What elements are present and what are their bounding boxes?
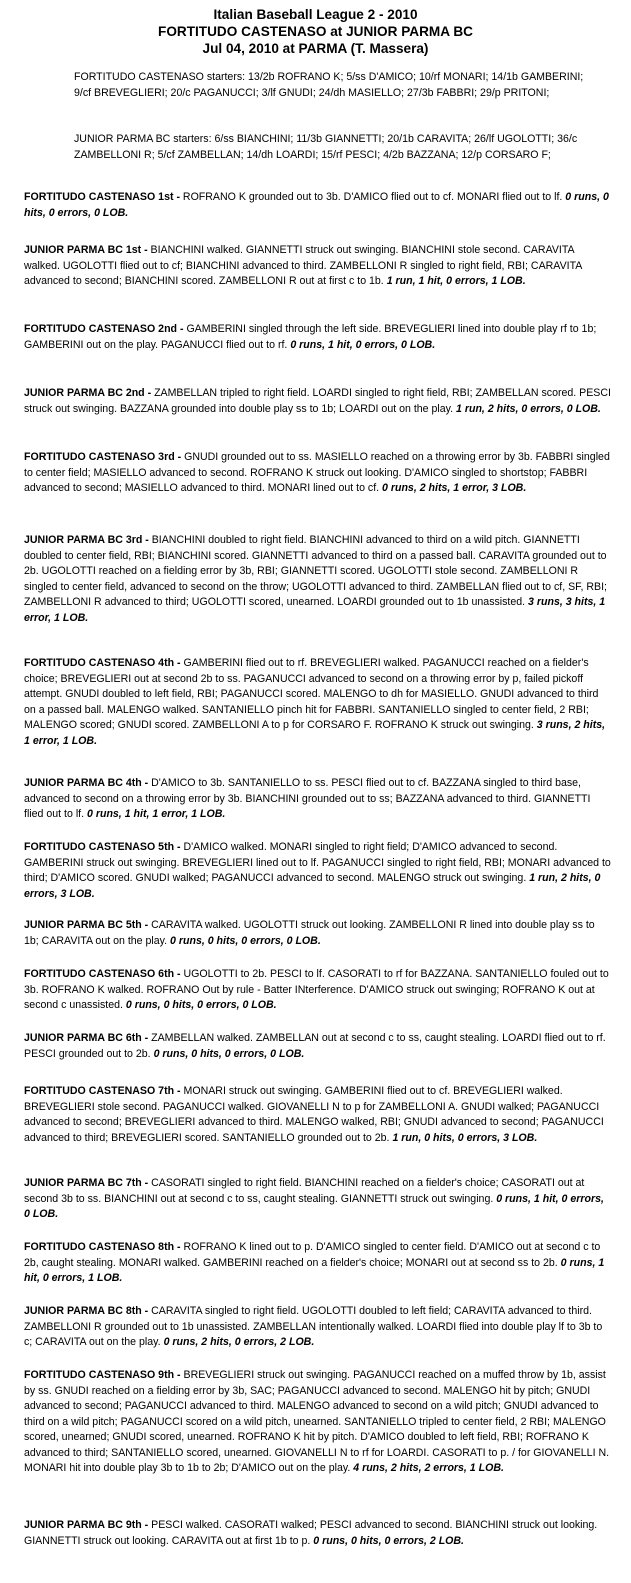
inning-paragraph xyxy=(24,386,612,417)
inning-paragraph xyxy=(24,533,612,626)
inning-play-text: ROFRANO K grounded out to 3b. D'AMICO flied out to cf. MONARI flied out to lf. xyxy=(179,191,566,203)
inning-summary: 1 run, 1 hit, 0 errors, 1 LOB. xyxy=(386,275,526,287)
inning-play-text: BREVEGLIERI struck out swinging. PAGANUCCI reached on a muffed throw by 1b, assist by ss. GNUDI reached on a fielding error by 3b, SAC; PAGANUCCI advanced to second. MALENGO hit by pitch; GNUDI advanced to second; PAGANUCCI advanced to third. MALENGO advanced to second on a wild pitch; GNUDI advanced to third on a wild pitch; PAGANUCCI scored on a wild pitch, unearned. SANTANIELLO tripled to center field, 2 RBI; MALENGO scored, unearned; GNUDI scored, unearned. ROFRANO K hit by pitch. D'AMICO doubled to left field, RBI; ROFRANO K advanced to third; SANTANIELLO scored, unearned. GIOVANELLI N to rf for LOARDI. CASORATI to p. / for GIOVANELLI N. MONARI hit into double play 3b to 1b to 2b; D'AMICO out on the play. xyxy=(24,1369,610,1474)
inning-paragraph xyxy=(24,450,612,497)
inning-label: JUNIOR PARMA BC 9th - xyxy=(24,1519,149,1531)
inning-play-text: GNUDI grounded out to ss. MASIELLO reached on a throwing error by 3b. FABBRI singled to center field; MASIELLO advanced to second. ROFRANO K struck out looking. D'AMICO singled to shortstop; FABBRI advanced to second; MASIELLO advanced to third. MONARI lined out to cf. xyxy=(24,451,610,494)
inning-paragraph xyxy=(24,190,612,221)
inning-play-text: MONARI struck out swinging. GAMBERINI flied out to cf. BREVEGLIERI walked. BREVEGLIERI stole second. PAGANUCCI walked. GIOVANELLI N to p for ZAMBELLONI A. GNUDI walked; PAGANUCCI advanced to second; BREVEGLIERI advanced to third. MALENGO walked, RBI; GNUDI advanced to second; PAGANUCCI advanced to third; BREVEGLIERI scored. SANTANIELLO grounded out to 2b. xyxy=(24,1085,604,1144)
inning-play-text: ZAMBELLAN tripled to right field. LOARDI singled to right field, RBI; ZAMBELLAN scored. PESCI struck out swinging. BAZZANA grounded into double play ss to 1b; LOARDI out on the play. xyxy=(24,387,611,415)
league-title: Italian Baseball League 2 - 2010 xyxy=(213,7,418,22)
inning-summary: 1 run, 2 hits, 0 errors, 3 LOB. xyxy=(24,872,601,900)
inning-play-text: ZAMBELLAN walked. ZAMBELLAN out at second c to ss, caught stealing. LOARDI flied out to rf. PESCI grounded out to 2b. xyxy=(24,1032,606,1060)
inning-paragraph xyxy=(24,918,612,949)
inning-paragraph xyxy=(24,322,612,353)
inning-summary: 0 runs, 1 hit, 0 errors, 1 LOB. xyxy=(24,1256,605,1284)
inning-summary: 1 run, 2 hits, 0 errors, 0 LOB. xyxy=(456,402,601,415)
inning-play-text: PESCI walked. CASORATI walked; PESCI advanced to second. BIANCHINI struck out looking. GIANNETTI struck out looking. CARAVITA out at first 1b to p. xyxy=(24,1519,598,1547)
inning-paragraph xyxy=(24,1304,612,1351)
inning-label: JUNIOR PARMA BC 4th - xyxy=(24,777,149,789)
inning-paragraph xyxy=(24,776,612,823)
inning-paragraph xyxy=(24,1518,612,1549)
inning-play-text: ROFRANO K lined out to p. D'AMICO singled to center field. D'AMICO out at second c to 2b, caught stealing. MONARI walked. GAMBERINI reached on a fielder's choice; MONARI out at second ss to 2b. xyxy=(24,1241,601,1269)
inning-label: FORTITUDO CASTENASO 7th - xyxy=(24,1085,181,1097)
inning-play-text: CARAVITA walked. UGOLOTTI struck out looking. ZAMBELLONI R lined into double play ss to 1b; CARAVITA out on the play. xyxy=(24,919,595,947)
inning-paragraph xyxy=(24,967,612,1014)
inning-play-text: BIANCHINI doubled to right field. BIANCHINI advanced to third on a wild pitch. GIANNETTI doubled to center field, RBI; BIANCHINI scored. GIANNETTI advanced to third on a passed ball. CARAVITA grounded out to 2b. UGOLOTTI reached on a fielding error by 3b, RBI; GIANNETTI scored. UGOLOTTI stole second. ZAMBELLONI R singled to center field, advanced to second on the throw; UGOLOTTI advanced to third. ZAMBELLAN flied out to cf, SF, RBI; ZAMBELLONI R advanced to third; UGOLOTTI scored, unearned. LOARDI grounded out to 1b unassisted. xyxy=(24,534,607,608)
inning-label: FORTITUDO CASTENASO 9th - xyxy=(24,1369,181,1381)
inning-summary: 0 runs, 1 hit, 0 errors, 0 LOB. xyxy=(290,338,436,351)
inning-paragraph xyxy=(24,1084,612,1146)
inning-play-text: GAMBERINI flied out to rf. BREVEGLIERI walked. PAGANUCCI reached on a fielder's choice; BREVEGLIERI out at second 2b to ss. PAGANUCCI advanced to second on a throwing error by p, failed pickoff attempt. GNUDI doubled to left field, RBI; PAGANUCCI scored. MALENGO to dh for MASIELLO. GNUDI advanced to third on a passed ball. MALENGO walked. SANTANIELLO pinch hit for FABBRI. SANTANIELLO singled to center field, 2 RBI; MALENGO scored; GNUDI scored. ZAMBELLONI A to p for CORSARO F. ROFRANO K struck out swinging. xyxy=(24,657,599,731)
inning-summary: 0 runs, 1 hit, 1 error, 1 LOB. xyxy=(87,808,226,820)
inning-label: FORTITUDO CASTENASO 4th - xyxy=(24,657,181,669)
inning-summary: 0 runs, 1 hit, 0 errors, 0 LOB. xyxy=(24,1192,604,1220)
inning-summary: 0 runs, 0 hits, 0 errors, 0 LOB. xyxy=(125,999,277,1011)
inning-label: FORTITUDO CASTENASO 6th - xyxy=(24,968,181,980)
inning-paragraph xyxy=(24,243,612,290)
inning-label: JUNIOR PARMA BC 2nd - xyxy=(24,387,152,399)
inning-label: FORTITUDO CASTENASO 8th - xyxy=(24,1241,181,1253)
away-starters: FORTITUDO CASTENASO starters: 13/2b ROFRANO K; 5/ss D'AMICO; 10/rf MONARI; 14/1b GAMBERINI; 9/cf BREVEGLIERI; 20/c PAGANUCCI; 3/lf GNUDI; 24/dh MASIELLO; 27/3b FABBRI; 29/p PRITONI; xyxy=(74,71,584,99)
inning-label: FORTITUDO CASTENASO 3rd - xyxy=(24,451,182,463)
inning-label: JUNIOR PARMA BC 3rd - xyxy=(24,534,149,546)
inning-summary: 4 runs, 2 hits, 2 errors, 1 LOB. xyxy=(353,1462,504,1474)
inning-summary: 0 runs, 0 hits, 0 errors, 0 LOB. xyxy=(153,1047,305,1060)
inning-play-text: UGOLOTTI to 2b. PESCI to lf. CASORATI to rf for BAZZANA. SANTANIELLO fouled out to 3b. ROFRANO K walked. ROFRANO Out by rule - Batter INterference. D'AMICO struck out swinging; ROFRANO K out at second c unassisted. xyxy=(24,968,609,1011)
inning-label: FORTITUDO CASTENASO 1st - xyxy=(24,191,180,203)
inning-play-text: CASORATI singled to right field. BIANCHINI reached on a fielder's choice; CASORATI out at second 3b to ss. BIANCHINI out at second c to ss, caught stealing. GIANNETTI struck out swinging. xyxy=(24,1177,585,1205)
inning-label: FORTITUDO CASTENASO 5th - xyxy=(24,841,181,853)
inning-paragraph xyxy=(24,1368,612,1477)
inning-summary: 0 runs, 2 hits, 0 errors, 2 LOB. xyxy=(163,1336,315,1348)
inning-paragraph xyxy=(24,1240,612,1287)
inning-summary: 0 runs, 2 hits, 1 error, 3 LOB. xyxy=(382,482,527,494)
date-venue: Jul 04, 2010 at PARMA (T. Massera) xyxy=(202,41,429,56)
matchup-title: FORTITUDO CASTENASO at JUNIOR PARMA BC xyxy=(158,24,473,39)
inning-summary: 3 runs, 2 hits, 1 error, 1 LOB. xyxy=(24,719,606,747)
inning-label: JUNIOR PARMA BC 5th - xyxy=(24,919,149,931)
inning-summary: 0 runs, 0 hits, 0 errors, 0 LOB. xyxy=(24,191,609,219)
inning-label: JUNIOR PARMA BC 7th - xyxy=(24,1177,149,1189)
inning-summary: 3 runs, 3 hits, 1 error, 1 LOB. xyxy=(24,596,606,624)
inning-paragraph xyxy=(24,656,612,749)
inning-play-text: CARAVITA singled to right field. UGOLOTTI doubled to left field; CARAVITA advanced to third. ZAMBELLONI R grounded out to 1b unassisted. ZAMBELLAN intentionally walked. LOARDI flied into double play lf to 3b to c; CARAVITA out on the play. xyxy=(24,1305,603,1348)
inning-label: FORTITUDO CASTENASO 2nd - xyxy=(24,323,184,335)
home-starters: JUNIOR PARMA BC starters: 6/ss BIANCHINI; 11/3b GIANNETTI; 20/1b CARAVITA; 26/lf UGOLOTTI; 36/c ZAMBELLONI R; 5/cf ZAMBELLAN; 14/dh LOARDI; 15/rf PESCI; 4/2b BAZZANA; 12/p CORSARO F; xyxy=(74,133,578,161)
inning-summary: 0 runs, 0 hits, 0 errors, 0 LOB. xyxy=(170,934,321,947)
inning-paragraph xyxy=(24,1031,612,1062)
inning-label: JUNIOR PARMA BC 1st - xyxy=(24,244,148,256)
inning-summary: 0 runs, 0 hits, 0 errors, 2 LOB. xyxy=(313,1534,464,1547)
inning-paragraph xyxy=(24,840,612,902)
inning-label: JUNIOR PARMA BC 8th - xyxy=(24,1305,149,1317)
inning-play-text: GAMBERINI singled through the left side. BREVEGLIERI lined into double play rf to 1b; GAMBERINI out on the play. PAGANUCCI flied out to rf. xyxy=(24,323,597,351)
inning-summary: 1 run, 0 hits, 0 errors, 3 LOB. xyxy=(392,1131,538,1144)
inning-play-text: BIANCHINI walked. GIANNETTI struck out swinging. BIANCHINI stole second. CARAVITA walked. UGOLOTTI flied out to cf; BIANCHINI advanced to third. ZAMBELLONI R singled to right field, RBI; CARAVITA advanced to second; BIANCHINI scored. ZAMBELLONI R out at first c to 1b. xyxy=(24,244,582,287)
inning-play-text: D'AMICO walked. MONARI singled to right field; D'AMICO advanced to second. GAMBERINI struck out swinging. BREVEGLIERI lined out to lf. PAGANUCCI singled to right field, RBI; MONARI advanced to third; D'AMICO scored. GNUDI walked; PAGANUCCI advanced to second. MALENGO struck out swinging. xyxy=(24,841,611,884)
inning-label: JUNIOR PARMA BC 6th - xyxy=(24,1032,149,1044)
inning-paragraph xyxy=(24,1176,612,1223)
inning-play-text: D'AMICO to 3b. SANTANIELLO to ss. PESCI flied out to cf. BAZZANA singled to third base, advanced to second on a throwing error by 3b. BIANCHINI grounded out to ss; BAZZANA advanced to third. GIANNETTI flied out to lf. xyxy=(24,777,591,820)
